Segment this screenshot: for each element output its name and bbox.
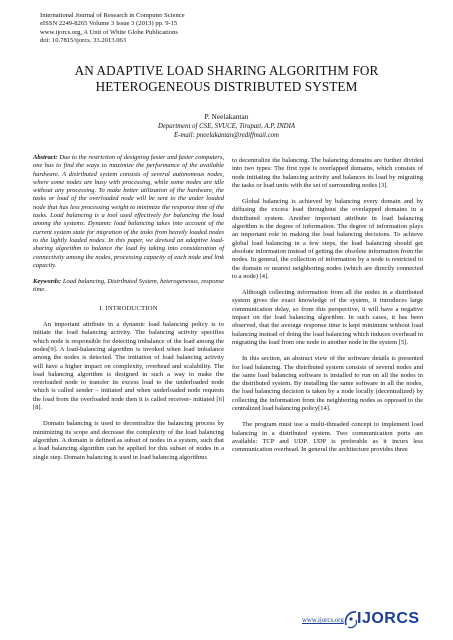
author-name: P. Neelakantan — [204, 112, 249, 121]
right-column — [232, 157, 423, 455]
abstract-label: Abstract: — [33, 154, 58, 161]
right-paragraph-4: The program must use a multi-threaded concept to implement load balancing in a distributed system. Two communication ports are available: TCP and UDP. UDP is preferable as it incurs less communication overhead. In general the architecture provides three — [232, 421, 423, 454]
title-line-2: HETEROGENEOUS DISTRIBUTED SYSTEM — [95, 79, 358, 95]
section-heading-introduction: I. INTRODUCTION — [99, 304, 158, 312]
intro-paragraph-1: An important attribute in a dynamic load balancing policy is to initiate the load balancing activity. The balancing activity specifies which node is responsible for detecting imbalance of the load among the nodes[9]. A load-balancing algorithm is invoked when load imbalance among the nodes is detected. The initiation of load balancing activity will have a higher impact on complexity, overhead and scalability. The load balancing algorithm is designed in such a way to make the overloaded node to transfer its excess load to the underloaded node which is called sender – initiated and when underloaded node requests the load from the overloaded node then it is called receiver- initiated [6] [8]. — [33, 321, 224, 412]
intro-paragraph-2: Domain balancing is used to decentralize the balancing process by minimizing its scope and decrease the complexity of the load balancing algorithm. A domain is defined as subset of nodes in a system, such that a load balancing algorithm can be applied for this subset of nodes in a single step. Domain balancing is used in load balancing algorithms — [33, 420, 224, 461]
right-paragraph-3: In this section, an abstract view of the software details is presented for load balancing. The distributed system consists of several nodes and the same load balancing software is installed to run on all the nodes in the distributed system. By installing the same software in all the nodes, the load balancing decision is taken by a node locally (decentralized) by collecting the information from the neighboring nodes as opposed to the centralized load balancing policy[14]. — [232, 355, 423, 413]
author-affiliation: Department of CSE, SVUCE, Tirupati, A.P, INDIA — [157, 123, 295, 130]
right-paragraph-continued: to decentralize the balancing. The balancing domains are further divided into two types: The first type is overlapped domains, which consists of node initiating the balancing activity and balances its load by migrating the tasks or load units with the set of surrounding nodes [3]. — [232, 157, 423, 189]
ijorcs-logo — [343, 608, 425, 630]
journal-header — [40, 12, 300, 46]
left-column — [33, 154, 224, 462]
footer-url-link[interactable]: www.ijorcs.org — [302, 617, 344, 624]
paper-title — [20, 63, 433, 95]
right-paragraph-1: Global balancing is achieved by balancing every domain and by diffusing the excess load throughout the overlapped domains in a distributed system. Another important attribute in load balancing algorithm is the degree of information. The degree of information plays an important role in making the load balancing decisions. To achieve global load balancing in a few steps, the load balancing should get absolute information instead of getting the obsolete information from the nodes. In general, the collection of information by a node is restricted to the domain or nearest neighboring nodes (which are directly connected to a node) [4]. — [232, 198, 423, 280]
journal-name: International Journal of Research in Computer Science — [40, 12, 185, 19]
abstract — [33, 154, 224, 270]
keywords-text: Load balancing, Distributed System, heterogeneous, response time. — [33, 278, 224, 294]
keywords-label: Keywords: — [33, 278, 62, 286]
author-block — [60, 112, 393, 140]
title-line-1: AN ADAPTIVE LOAD SHARING ALGORITHM FOR — [74, 63, 379, 78]
journal-doi: doi: 10.7815/ijorcs. 33.2013.063 — [40, 37, 127, 45]
keywords — [33, 278, 224, 295]
journal-site: www.ijorcs.org, A Unit of White Globe Publications — [40, 28, 178, 36]
abstract-text: Due to the restriction of designing faster and faster computers, one has to find the ways to maximize the performance of the available hardware. A distributed system consists of several autonomous nodes, where some nodes are busy with processing, while some nodes are idle without any processing. To make better utilization of the hardware, the tasks or load of the overloaded node will be sent to the under loaded node that has less processing weight to minimize the response time of the tasks. Load balancing is a tool used effectively for balancing the load among the systems. Dynamic load balancing takes into account of the current system state for migration of the tasks from heavily loaded nodes to the lightly loaded nodes. In this paper, we devised an adaptive load-sharing algorithm to balance the load by taking into consideration of connectivity among the nodes, processing capacity of each node and link capacity. — [33, 154, 225, 269]
journal-issn: eISSN 2249-8265 Volume 3 Issue 3 (2013) pp. 9-15 — [40, 20, 178, 28]
logo-text: IJORCS — [357, 610, 420, 627]
author-email: E-mail: pneelakantan@rediffmail.com — [174, 132, 279, 139]
right-paragraph-2: Although collecting information from all the nodes in a distributed system gives the exact knowledge of the system, it introduces large communication delay, so from this perspective, it will have a negative impact on the load balancing algorithm. In such cases, it has been observed, that the average response time is kept minimum without load balancing instead of doing the load balancing which induces overhead in migrating the load from one node to another node in the system [5]. — [232, 289, 423, 346]
